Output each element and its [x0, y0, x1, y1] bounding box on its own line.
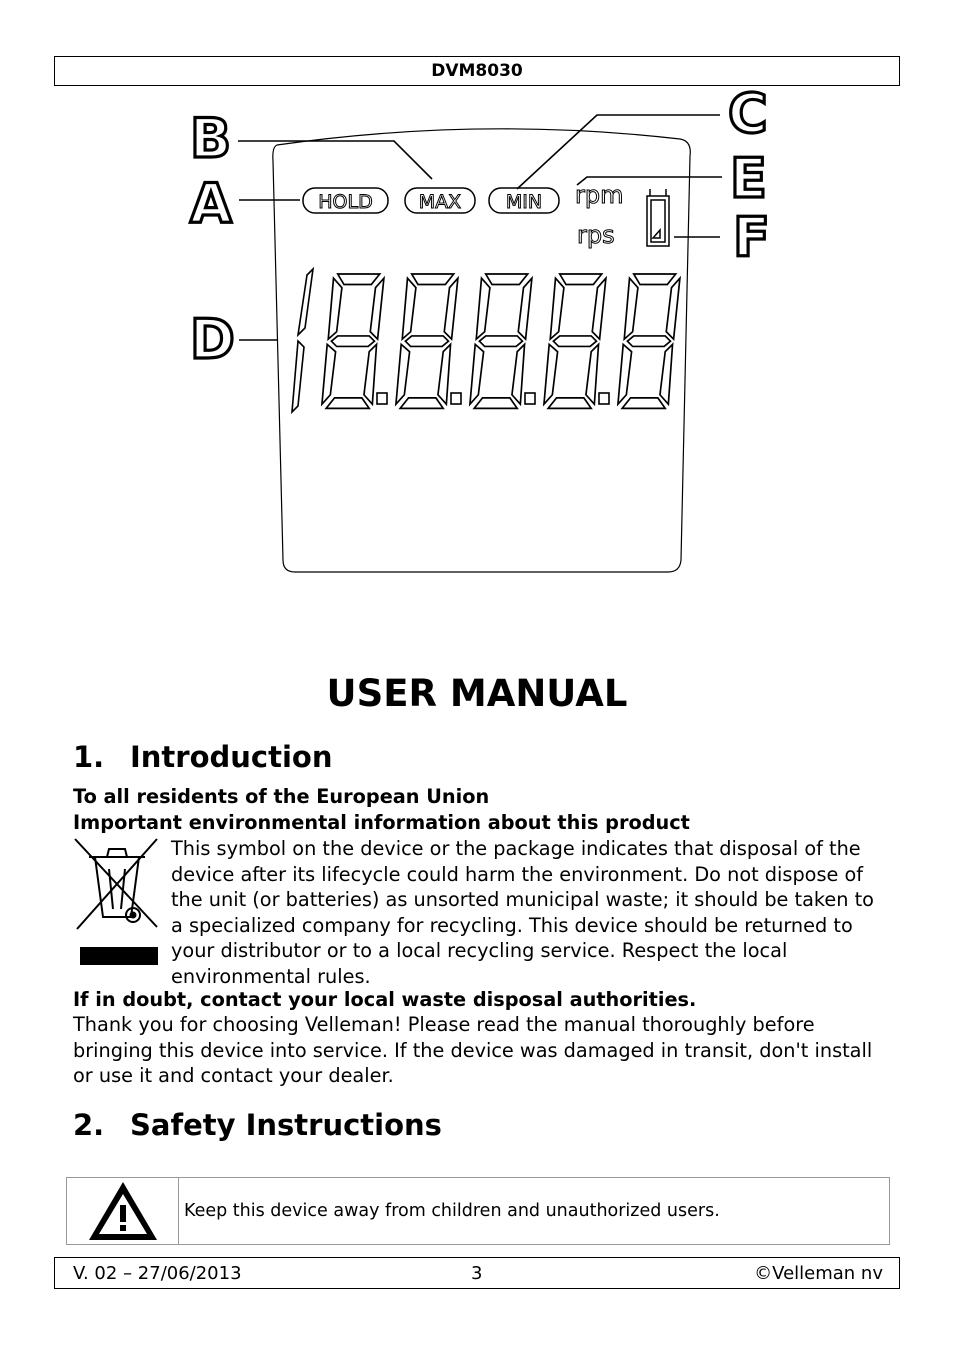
lcd-digit — [544, 274, 606, 408]
page-footer — [54, 1257, 900, 1289]
callout-f: F — [733, 206, 770, 269]
section-number: 2. — [73, 1108, 105, 1142]
section-title: Safety Instructions — [130, 1108, 442, 1142]
lcd-digit — [322, 274, 384, 408]
callout-d: D — [190, 308, 235, 371]
model-name: DVM8030 — [431, 61, 523, 81]
footer-page-number: 3 — [471, 1263, 483, 1284]
footer-version: V. 02 – 27/06/2013 — [73, 1263, 242, 1284]
safety-table-row — [66, 1177, 890, 1245]
section-number: 1. — [73, 740, 105, 774]
rpm-label: rpm — [575, 181, 624, 209]
eu-residents-line: To all residents of the European Union — [73, 785, 490, 808]
section-heading-introduction — [73, 740, 333, 774]
hold-indicator — [303, 188, 388, 213]
section-title: Introduction — [130, 740, 333, 774]
hold-label: HOLD — [318, 191, 373, 213]
safety-text-cell: Keep this device away from children and unauthorized users. — [184, 1201, 720, 1221]
rps-label: rps — [577, 221, 615, 249]
safety-icon-cell — [67, 1178, 179, 1244]
max-label: MAX — [418, 191, 462, 213]
lcd-diagram — [180, 88, 780, 583]
doubt-line: If in doubt, contact your local waste disposal authorities. — [73, 988, 697, 1011]
max-indicator — [405, 188, 475, 213]
lcd-digit — [396, 274, 458, 408]
page-header — [54, 56, 900, 86]
min-indicator — [489, 188, 559, 213]
thanks-paragraph: Thank you for choosing Velleman! Please read the manual thoroughly before bringing this device into service. If the device was damaged in transit, don't install or use it and contact your dealer. — [73, 1013, 873, 1087]
footer-copyright: ©Velleman nv — [754, 1263, 883, 1284]
lcd-digit — [618, 274, 680, 408]
page-title: USER MANUAL — [326, 672, 628, 715]
callout-a: A — [190, 172, 232, 235]
warning-triangle-icon — [86, 1179, 160, 1243]
callout-e: E — [730, 147, 767, 210]
callout-lines — [238, 115, 722, 340]
callout-c: C — [728, 88, 768, 145]
battery-icon — [647, 189, 669, 246]
min-label: MIN — [505, 191, 543, 213]
section-heading-safety — [73, 1108, 442, 1142]
lcd-digit — [470, 274, 532, 408]
lcd-leading-one — [292, 269, 313, 412]
callout-b: B — [190, 107, 232, 170]
weee-disposal-text: This symbol on the device or the package indicates that disposal of the device after its lifecycle could harm the environment. Do not dispose of the unit (or batteries) as unsorted municipal waste; it should be taken to a specialized company for recycling. This device should be returned to your distributor or to a local recycling service. Respect the local environmental rules. — [171, 837, 874, 988]
crossed-out-bin-icon — [73, 837, 163, 969]
environment-info-line: Important environmental information about this product — [73, 811, 690, 834]
